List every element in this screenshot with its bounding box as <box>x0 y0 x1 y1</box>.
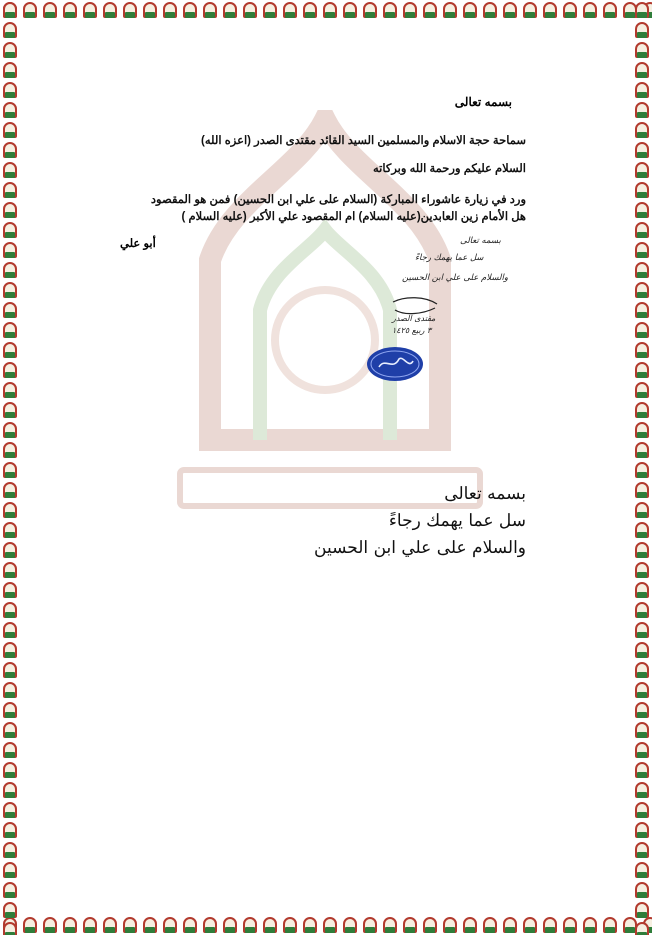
transcription-line-3: والسلام على علي ابن الحسين <box>314 538 526 558</box>
border-ornament-icon <box>632 580 652 600</box>
border-ornament-icon <box>632 720 652 740</box>
border-ornament-icon <box>40 0 60 20</box>
border-ornament-icon <box>0 520 20 540</box>
border-ornament-icon <box>0 0 20 20</box>
border-ornament-icon <box>632 560 652 580</box>
border-ornament-icon <box>0 320 20 340</box>
border-ornament-icon <box>0 60 20 80</box>
border-ornament-icon <box>100 0 120 20</box>
border-ornament-icon <box>220 915 240 935</box>
border-ornament-icon <box>0 580 20 600</box>
border-ornament-icon <box>0 900 20 920</box>
border-ornament-icon <box>200 0 220 20</box>
border-ornament-icon <box>0 680 20 700</box>
border-ornament-icon <box>0 180 20 200</box>
border-ornament-icon <box>0 20 20 40</box>
border-ornament-icon <box>632 440 652 460</box>
ornamental-border-top <box>0 0 652 20</box>
signature-date: ٣ ربيع ١٤٢٥ <box>392 326 432 335</box>
seal-stamp-icon <box>365 345 425 383</box>
border-ornament-icon <box>520 0 540 20</box>
border-ornament-icon <box>632 600 652 620</box>
border-ornament-icon <box>580 915 600 935</box>
border-ornament-icon <box>180 0 200 20</box>
border-ornament-icon <box>632 100 652 120</box>
border-ornament-icon <box>200 915 220 935</box>
border-ornament-icon <box>0 820 20 840</box>
border-ornament-icon <box>580 0 600 20</box>
border-ornament-icon <box>400 0 420 20</box>
border-ornament-icon <box>0 700 20 720</box>
border-ornament-icon <box>0 240 20 260</box>
border-ornament-icon <box>440 0 460 20</box>
letter-heading: بسمه تعالى <box>454 95 512 109</box>
border-ornament-icon <box>0 280 20 300</box>
border-ornament-icon <box>632 660 652 680</box>
border-ornament-icon <box>20 915 40 935</box>
border-ornament-icon <box>0 200 20 220</box>
border-ornament-icon <box>160 0 180 20</box>
transcription-line-2: سل عما يهمك رجاءً <box>388 511 526 531</box>
border-ornament-icon <box>0 780 20 800</box>
border-ornament-icon <box>160 915 180 935</box>
border-ornament-icon <box>632 680 652 700</box>
border-ornament-icon <box>632 640 652 660</box>
border-ornament-icon <box>0 760 20 780</box>
border-ornament-icon <box>632 180 652 200</box>
border-ornament-icon <box>240 0 260 20</box>
border-ornament-icon <box>540 915 560 935</box>
border-ornament-icon <box>632 700 652 720</box>
border-ornament-icon <box>632 140 652 160</box>
border-ornament-icon <box>400 915 420 935</box>
border-ornament-icon <box>632 860 652 880</box>
border-ornament-icon <box>0 40 20 60</box>
border-ornament-icon <box>320 915 340 935</box>
border-ornament-icon <box>632 400 652 420</box>
border-ornament-icon <box>560 915 580 935</box>
border-ornament-icon <box>632 320 652 340</box>
border-ornament-icon <box>632 760 652 780</box>
border-ornament-icon <box>0 720 20 740</box>
border-ornament-icon <box>300 915 320 935</box>
border-ornament-icon <box>340 915 360 935</box>
border-ornament-icon <box>60 915 80 935</box>
border-ornament-icon <box>632 520 652 540</box>
border-ornament-icon <box>632 620 652 640</box>
transcription-line-1: بسمه تعالى <box>444 484 526 504</box>
border-ornament-icon <box>0 300 20 320</box>
border-ornament-icon <box>180 915 200 935</box>
border-ornament-icon <box>460 915 480 935</box>
border-ornament-icon <box>632 260 652 280</box>
border-ornament-icon <box>632 240 652 260</box>
border-ornament-icon <box>0 920 20 935</box>
border-ornament-icon <box>632 420 652 440</box>
border-ornament-icon <box>140 0 160 20</box>
border-ornament-icon <box>0 480 20 500</box>
handwritten-line-3: والسلام على علي ابن الحسين <box>402 273 508 283</box>
border-ornament-icon <box>380 915 400 935</box>
border-ornament-icon <box>40 915 60 935</box>
border-ornament-icon <box>0 640 20 660</box>
border-ornament-icon <box>0 620 20 640</box>
border-ornament-icon <box>540 0 560 20</box>
border-ornament-icon <box>632 740 652 760</box>
border-ornament-icon <box>380 0 400 20</box>
border-ornament-icon <box>220 0 240 20</box>
border-ornament-icon <box>632 120 652 140</box>
border-ornament-icon <box>632 500 652 520</box>
ornamental-border-bottom <box>0 915 652 935</box>
border-ornament-icon <box>632 820 652 840</box>
border-ornament-icon <box>0 840 20 860</box>
border-ornament-icon <box>520 915 540 935</box>
border-ornament-icon <box>632 360 652 380</box>
border-ornament-icon <box>140 915 160 935</box>
border-ornament-icon <box>440 915 460 935</box>
border-ornament-icon <box>280 0 300 20</box>
border-ornament-icon <box>632 800 652 820</box>
border-ornament-icon <box>0 100 20 120</box>
border-ornament-icon <box>632 40 652 60</box>
border-ornament-icon <box>0 380 20 400</box>
letter-question-line-2: هل الأمام زين العابدين(عليه السلام) ام المقصود علي الأكبر (عليه السلام ) <box>181 211 526 223</box>
border-ornament-icon <box>0 360 20 380</box>
border-ornament-icon <box>600 0 620 20</box>
border-ornament-icon <box>632 60 652 80</box>
letter-sender: أبو علي <box>120 238 156 250</box>
ornamental-border-right <box>632 0 652 935</box>
border-ornament-icon <box>632 220 652 240</box>
border-ornament-icon <box>632 840 652 860</box>
border-ornament-icon <box>460 0 480 20</box>
border-ornament-icon <box>632 900 652 920</box>
handwritten-line-2: سل عما يهمك رجاءً <box>415 253 484 263</box>
border-ornament-icon <box>0 800 20 820</box>
border-ornament-icon <box>0 540 20 560</box>
border-ornament-icon <box>280 915 300 935</box>
border-ornament-icon <box>0 460 20 480</box>
border-ornament-icon <box>240 915 260 935</box>
border-ornament-icon <box>632 880 652 900</box>
border-ornament-icon <box>0 440 20 460</box>
border-ornament-icon <box>80 0 100 20</box>
border-ornament-icon <box>0 600 20 620</box>
border-ornament-icon <box>0 140 20 160</box>
border-ornament-icon <box>0 400 20 420</box>
letter-question-line-1: ورد في زيارة عاشوراء المباركة (السلام على علي ابن الحسين) فمن هو المقصود <box>150 194 526 206</box>
border-ornament-icon <box>600 915 620 935</box>
border-ornament-icon <box>120 915 140 935</box>
border-ornament-icon <box>0 560 20 580</box>
border-ornament-icon <box>632 340 652 360</box>
border-ornament-icon <box>80 915 100 935</box>
handwritten-line-1: بسمه تعالى <box>460 236 501 246</box>
border-ornament-icon <box>0 260 20 280</box>
border-ornament-icon <box>0 420 20 440</box>
border-ornament-icon <box>480 915 500 935</box>
letter-greeting: السلام عليكم ورحمة الله وبركاته <box>372 163 526 175</box>
border-ornament-icon <box>632 20 652 40</box>
border-ornament-icon <box>360 915 380 935</box>
border-ornament-icon <box>260 0 280 20</box>
border-ornament-icon <box>420 915 440 935</box>
border-ornament-icon <box>0 220 20 240</box>
border-ornament-icon <box>0 160 20 180</box>
border-ornament-icon <box>632 460 652 480</box>
border-ornament-icon <box>0 880 20 900</box>
border-ornament-icon <box>632 200 652 220</box>
border-ornament-icon <box>20 0 40 20</box>
border-ornament-icon <box>632 920 652 935</box>
border-ornament-icon <box>0 80 20 100</box>
border-ornament-icon <box>320 0 340 20</box>
border-ornament-icon <box>0 860 20 880</box>
signature-name: مقتدى الصدر <box>392 314 436 323</box>
border-ornament-icon <box>632 300 652 320</box>
border-ornament-icon <box>500 0 520 20</box>
border-ornament-icon <box>300 0 320 20</box>
border-ornament-icon <box>260 915 280 935</box>
border-ornament-icon <box>632 160 652 180</box>
border-ornament-icon <box>632 540 652 560</box>
border-ornament-icon <box>0 740 20 760</box>
letter-addressee: سماحة حجة الاسلام والمسلمين السيد القائد مقتدى الصدر (اعزه الله) <box>201 135 526 147</box>
border-ornament-icon <box>120 0 140 20</box>
border-ornament-icon <box>560 0 580 20</box>
border-ornament-icon <box>480 0 500 20</box>
border-ornament-icon <box>632 480 652 500</box>
border-ornament-icon <box>0 120 20 140</box>
border-ornament-icon <box>632 80 652 100</box>
border-ornament-icon <box>632 280 652 300</box>
border-ornament-icon <box>0 340 20 360</box>
border-ornament-icon <box>100 915 120 935</box>
border-ornament-icon <box>0 500 20 520</box>
border-ornament-icon <box>420 0 440 20</box>
border-ornament-icon <box>340 0 360 20</box>
border-ornament-icon <box>500 915 520 935</box>
border-ornament-icon <box>60 0 80 20</box>
border-ornament-icon <box>632 380 652 400</box>
border-ornament-icon <box>632 0 652 20</box>
border-ornament-icon <box>632 780 652 800</box>
border-ornament-icon <box>360 0 380 20</box>
ornamental-border-left <box>0 0 20 935</box>
border-ornament-icon <box>0 660 20 680</box>
